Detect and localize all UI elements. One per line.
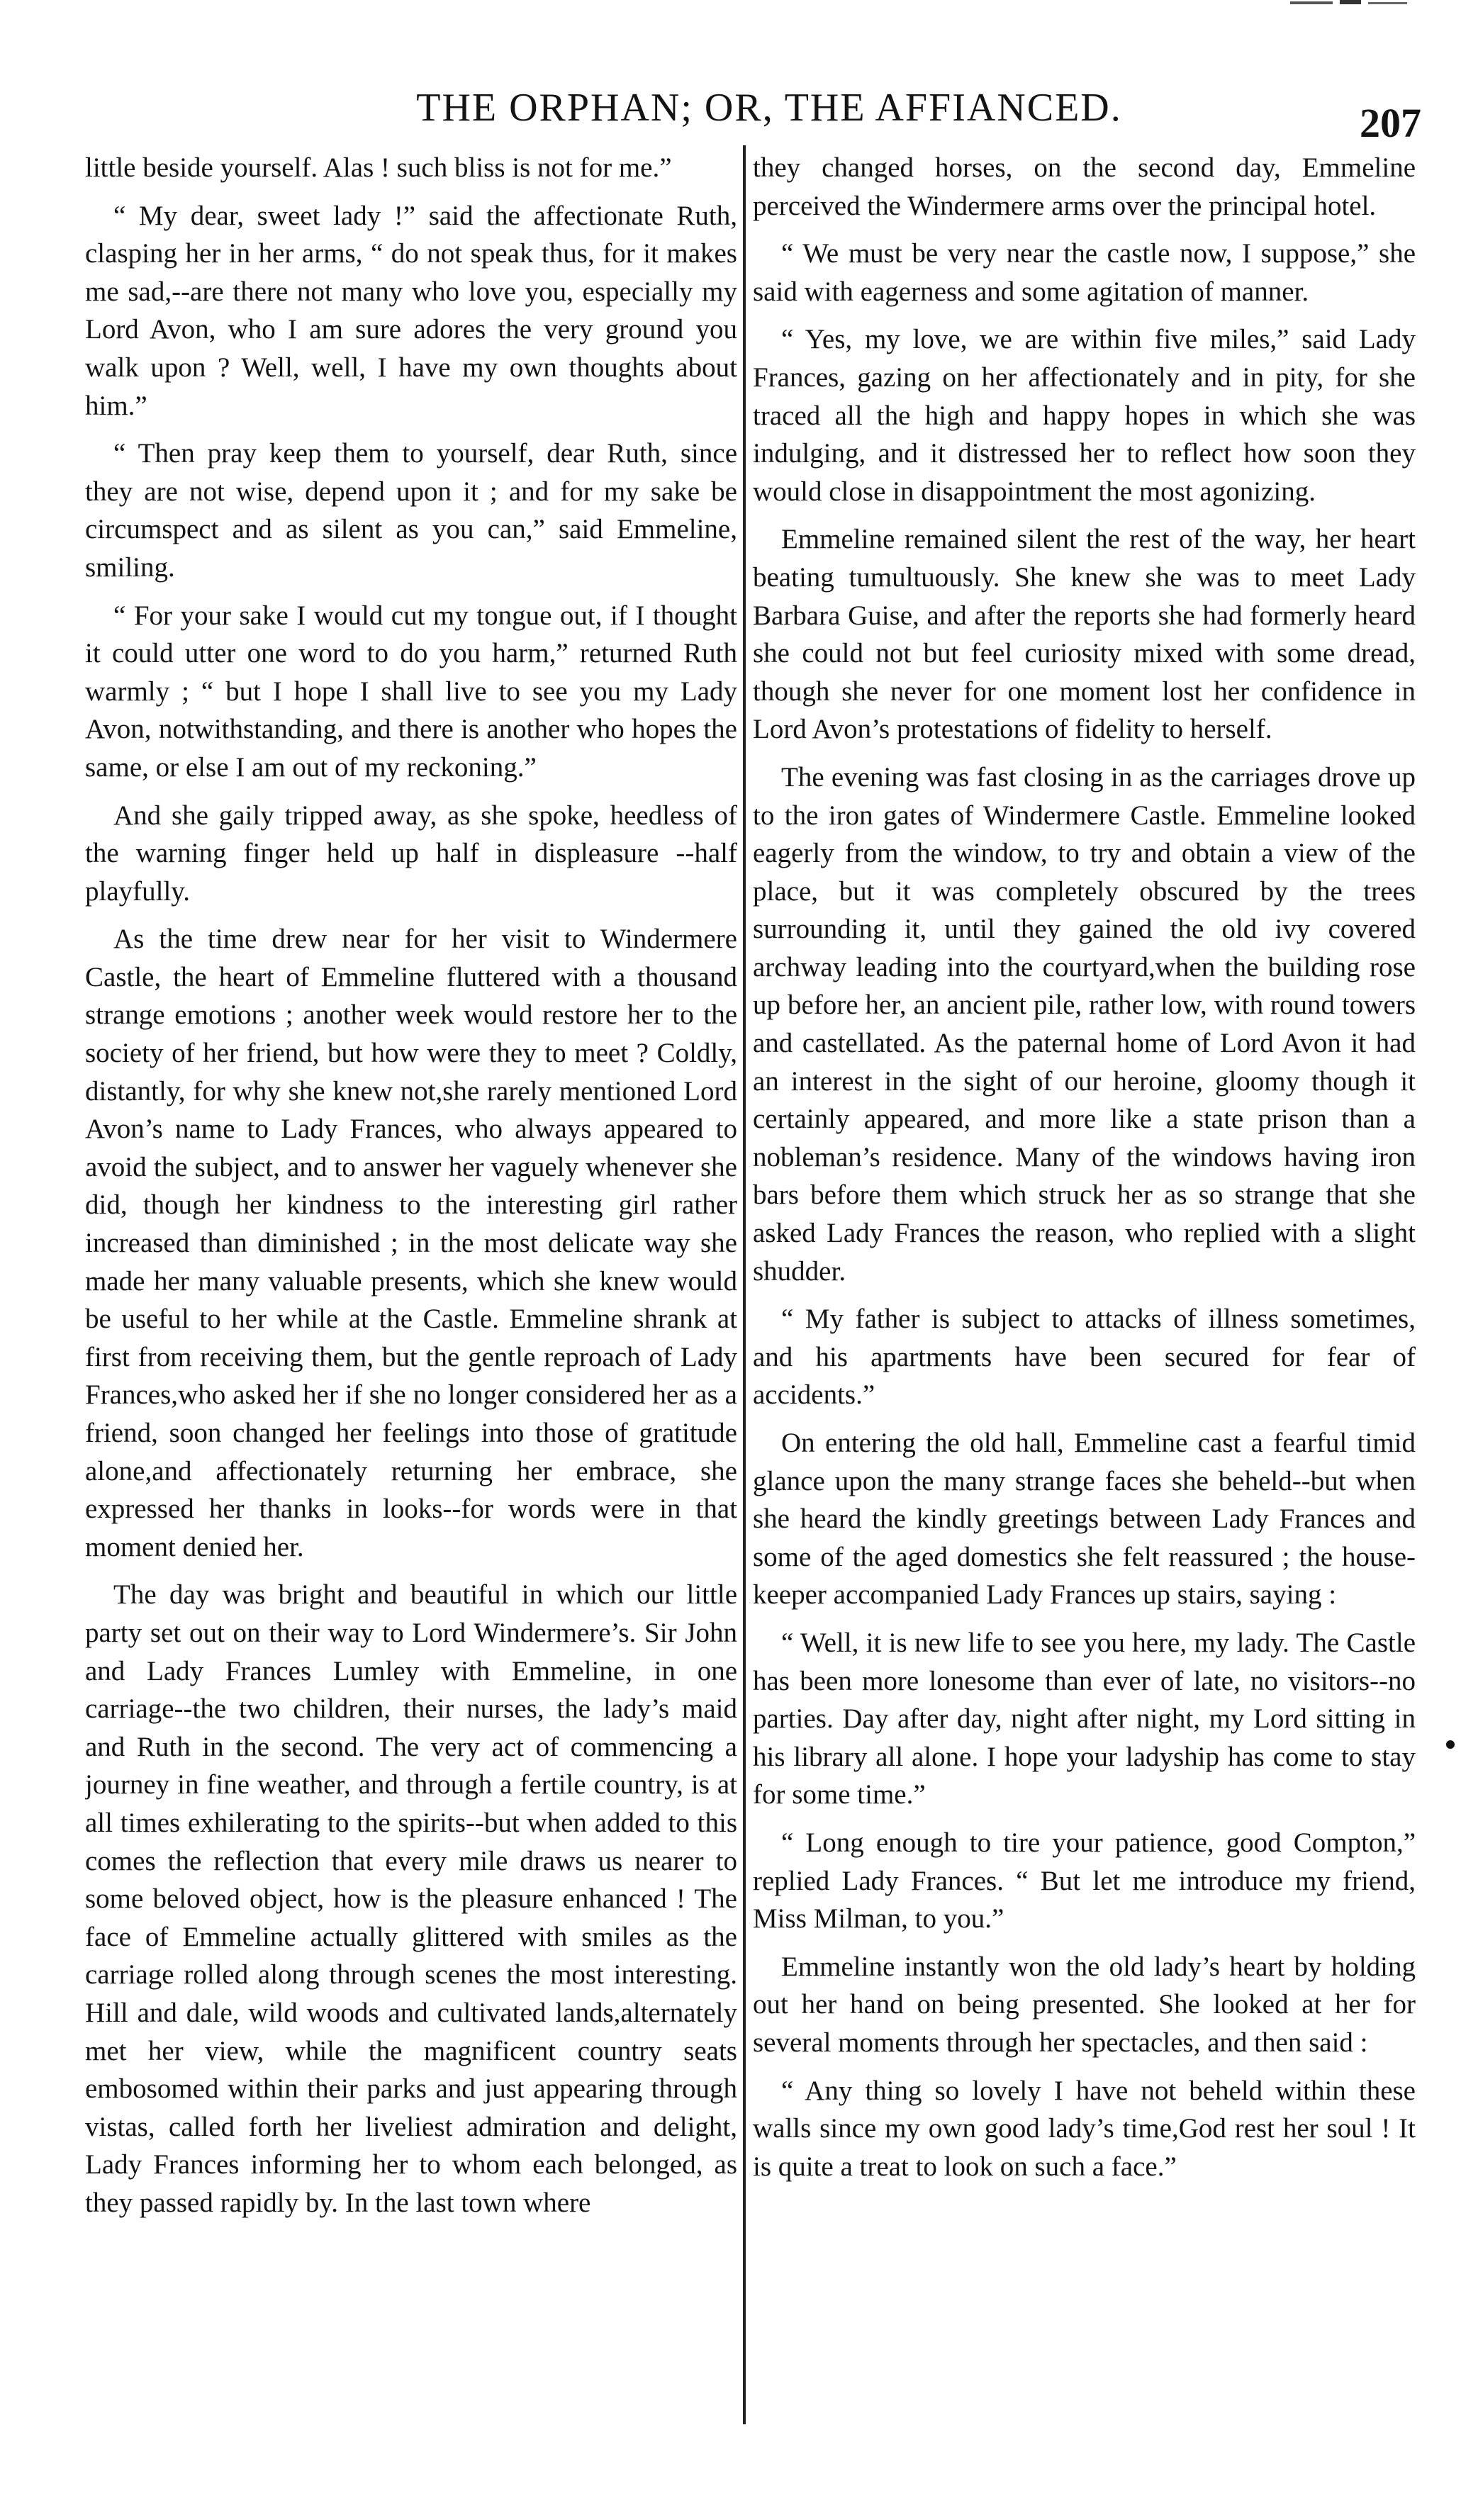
paragraph: “ Well, it is new life to see you here, my lady. The Castle has been more lonesome than ever of late, no visitors--no parties. Day after day, night after night, my Lord sitting in his library all alone. I hope your ladyship has come to stay for some time.” bbox=[753, 1627, 1416, 1810]
paragraph: The day was bright and beautiful in which our little party set out on their way to Lord Windermere’s. Sir John and Lady Frances Lumley with Emmeline, in one carriage--the two children, their nurses, the lady’s maid and Ruth in the second. The very act of commencing a journey in fine weather, and through a fertile country, is at all times exhilerating to the spirits--but when added to this comes the reflection that every mile draws us nearer to some beloved object, how is the pleasure enhanced ! The face of Emmeline actually glittered with smiles as the carriage rolled along through scenes the most interesting. Hill and dale, wild woods and cultivated lands,alternately met her view, while the magnificent country seats embosomed within their parks and just appearing through vistas, called forth her liveliest admiration and delight, Lady Frances informing her to whom each belonged, as they passed rapidly by. In the last town where bbox=[85, 1579, 737, 2218]
paragraph: “ Yes, my love, we are within five miles,” said Lady Frances, gazing on her affectionately and in pity, for she traced all the high and happy hopes in which she was indulging, and it distressed her to reflect how soon they would close in disappointment the most agonizing. bbox=[753, 324, 1416, 507]
paragraph: “ Long enough to tire your patience, good Compton,” replied Lady Frances. “ But let me introduce my friend, Miss Milman, to you.” bbox=[753, 1827, 1416, 1934]
page-number: 207 bbox=[1360, 100, 1421, 146]
paragraph: The evening was fast closing in as the carriages drove up to the iron gates of Windermere Castle. Emmeline looked eagerly from the window, to try and obtain a view of the place, but it was completely obscured by the trees surrounding it, until they gained the old ivy covered archway leading into the courtyard,when the building rose up before her, an ancient pile, rather low, with round towers and castellated. As the paternal home of Lord Avon it had an interest in the sight of our heroine, gloomy though it certainly appeared, and more like a state prison than a nobleman’s residence. Many of the windows having iron bars before them which struck her as so strange that she asked Lady Frances the reason, who replied with a slight shudder. bbox=[753, 761, 1416, 1287]
ink-speck bbox=[1446, 1740, 1455, 1749]
paragraph: “ We must be very near the castle now, I suppose,” she said with eagerness and some agitation of manner. bbox=[753, 238, 1416, 307]
paragraph: And she gaily tripped away, as she spoke, heedless of the warning finger held up half in displeasure --half playfully. bbox=[85, 800, 737, 907]
paragraph: Emmeline remained silent the rest of the way, her heart beating tumultuously. She knew she was to meet Lady Barbara Guise, and after the reports she had formerly heard she could not but feel curiosity mixed with some dread, though she never for one moment lost her confidence in Lord Avon’s protestations of fidelity to herself. bbox=[753, 524, 1416, 745]
paragraph: “ My dear, sweet lady !” said the affectionate Ruth, clasping her in her arms, “ do not speak thus, for it makes me sad,--are there not many who love you, especially my Lord Avon, who I am sure adores the very ground you walk upon ? Well, well, I have my own thoughts about him.” bbox=[85, 200, 737, 421]
paragraph: little beside yourself. Alas ! such bliss is not for me.” bbox=[85, 152, 672, 183]
running-title: THE ORPHAN; OR, THE AFFIANCED. bbox=[416, 86, 1122, 130]
paragraph: they changed horses, on the second day, Emmeline perceived the Windermere arms over the principal hotel. bbox=[753, 152, 1416, 221]
paragraph: “ My father is subject to attacks of illness sometimes, and his apartments have been secured for fear of accidents.” bbox=[753, 1304, 1416, 1411]
scan-edge-marks bbox=[1290, 0, 1418, 10]
right-column bbox=[753, 149, 1416, 2424]
left-column bbox=[85, 149, 737, 2424]
paragraph: “ Any thing so lovely I have not beheld within these walls since my own good lady’s time,God rest her soul ! It is quite a treat to look on such a face.” bbox=[753, 2075, 1416, 2182]
paragraph: “ For your sake I would cut my tongue out, if I thought it could utter one word to do you harm,” returned Ruth warmly ; “ but I hope I shall live to see you my Lady Avon, notwithstanding, and there is another who hopes the same, or else I am out of my reckoning.” bbox=[85, 600, 737, 783]
page-header bbox=[0, 85, 1478, 149]
paragraph: “ Then pray keep them to yourself, dear Ruth, since they are not wise, depend upon it ; and for my sake be circumspect and as silent as you can,” said Emmeline, smiling. bbox=[85, 438, 737, 583]
paragraph: Emmeline instantly won the old lady’s heart by holding out her hand on being presented. She looked at her for several moments through her spectacles, and then said : bbox=[753, 1951, 1416, 2058]
paragraph: On entering the old hall, Emmeline cast a fearful timid glance upon the many strange faces she beheld--but when she heard the kindly greetings between Lady Frances and some of the aged domestics she felt reassured ; the house-keeper accompanied Lady Frances up stairs, saying : bbox=[753, 1428, 1416, 1611]
column-divider bbox=[743, 145, 746, 2424]
paragraph: As the time drew near for her visit to Windermere Castle, the heart of Emmeline fluttered with a thousand strange emotions ; another week would restore her to the society of her friend, but how were they to meet ? Coldly, distantly, for why she knew not,she rarely mentioned Lord Avon’s name to Lady Frances, who always appeared to avoid the subject, and to answer her vaguely whenever she did, though her kindness to the interesting girl rather increased than diminished ; in the most delicate way she made her many valuable presents, which she knew would be useful to her while at the Castle. Emmeline shrank at first from receiving them, but the gentle reproach of Lady Frances,who asked her if she no longer considered her as a friend, soon changed her feelings into those of gratitude alone,and affectionately returning her embrace, she expressed her thanks in looks--for words were in that moment denied her. bbox=[85, 924, 737, 1562]
